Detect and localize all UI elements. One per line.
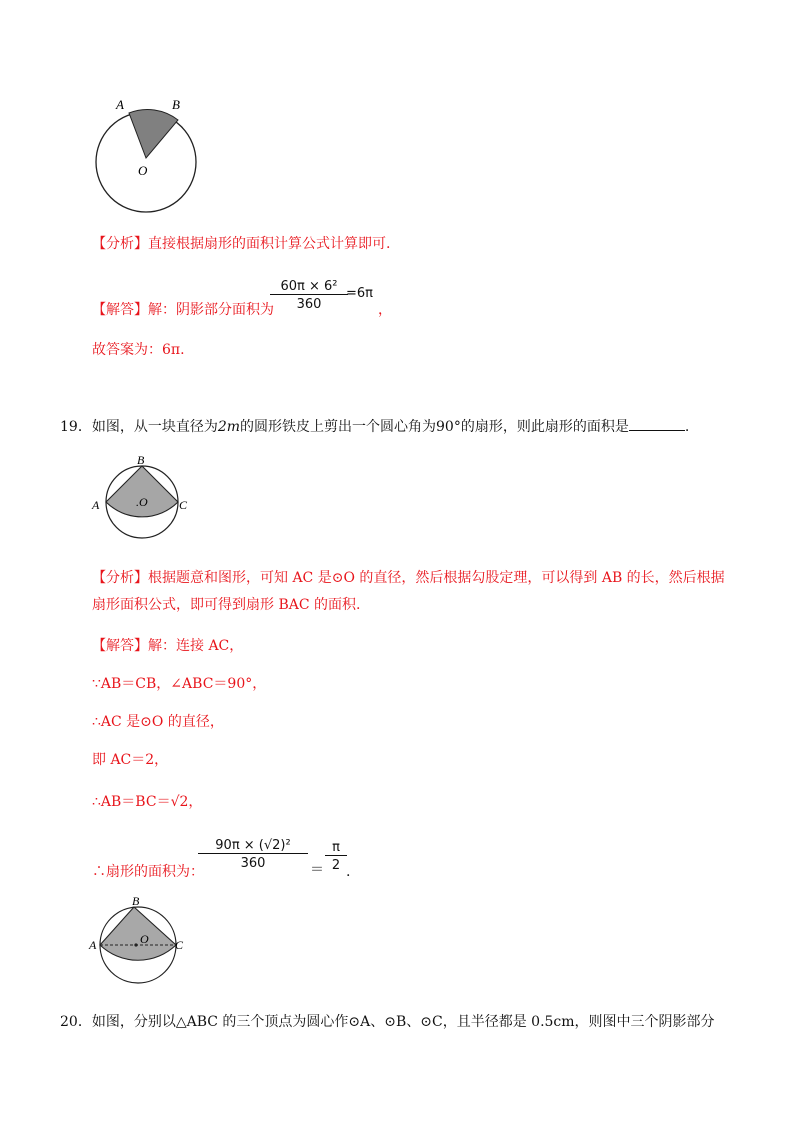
fraction-19-end: . bbox=[346, 864, 351, 880]
question-19: 19．如图，从一块直径为2m的圆形铁皮上剪出一个圆心角为90°的扇形，则此扇形的面积是 . bbox=[60, 416, 689, 437]
figure-sector-aob bbox=[86, 92, 206, 216]
question-number: 20． bbox=[60, 1014, 92, 1030]
fraction-denominator: 360 bbox=[240, 856, 266, 871]
fraction-19 bbox=[198, 838, 308, 871]
figure-sector-bac-dashed bbox=[88, 893, 192, 989]
fraction-18 bbox=[270, 279, 348, 312]
question-number: 19． bbox=[60, 419, 92, 435]
analysis-19-line1: 【分析】根据题意和图形，可知 AC 是⊙O 的直径，然后根据勾股定理，可以得到 AB 的长，然后根据 bbox=[92, 570, 725, 586]
answer-prefix: 解：阴影部分面积为 bbox=[148, 302, 274, 318]
label-a: A bbox=[92, 498, 100, 512]
final-answer-18: 故答案为：6π. bbox=[92, 342, 185, 358]
label-o: O bbox=[138, 163, 148, 178]
label-b: B bbox=[132, 894, 140, 908]
label-b: B bbox=[172, 97, 180, 112]
answer-19-step2: ∵AB＝CB，∠ABC＝90°， bbox=[92, 676, 267, 692]
answer-19-step5: ∴AB＝BC＝√2， bbox=[92, 794, 203, 810]
question-20: 20．如图，分别以△ABC 的三个顶点为圆心作⊙A、⊙B、⊙C，且半径都是 0.5cm，则图中三个阴影部分 bbox=[60, 1014, 715, 1030]
result-numerator: π bbox=[325, 840, 347, 856]
label-c: C bbox=[179, 498, 188, 512]
fraction-18-tail: ， bbox=[378, 302, 392, 318]
label-o: O bbox=[140, 932, 149, 946]
analysis-tag: 【分析】 bbox=[92, 236, 148, 252]
answer-19-step4: 即 AC＝2， bbox=[92, 752, 169, 768]
label-a: A bbox=[89, 938, 97, 952]
label-o: .O bbox=[136, 495, 148, 509]
fraction-19-result bbox=[325, 840, 347, 873]
answer-tag: 【解答】 bbox=[92, 638, 148, 654]
result-denominator: 2 bbox=[331, 858, 341, 873]
answer-19-step1: 【解答】解：连接 AC， bbox=[92, 638, 244, 654]
fraction-19-eq: ＝ bbox=[310, 862, 324, 878]
fraction-18-result: =6π bbox=[346, 286, 373, 301]
answer-blank bbox=[629, 416, 685, 431]
answer-19-step3: ∴AC 是⊙O 的直径， bbox=[92, 714, 224, 730]
analysis-tag: 【分析】 bbox=[92, 570, 148, 586]
fraction-denominator: 360 bbox=[296, 297, 322, 312]
fraction-numerator: 60π × 6² bbox=[270, 279, 348, 295]
answer-18-label bbox=[92, 300, 274, 320]
label-c: C bbox=[175, 938, 184, 952]
fraction-numerator: 90π × (√2)² bbox=[198, 838, 308, 854]
analysis-19-line2: 扇形面积公式，即可得到扇形 BAC 的面积. bbox=[92, 597, 361, 613]
answer-19-step6: ∴扇形的面积为： bbox=[92, 864, 204, 880]
analysis-18 bbox=[92, 234, 390, 254]
label-a: A bbox=[116, 97, 124, 112]
label-b: B bbox=[137, 453, 145, 467]
answer-tag: 【解答】 bbox=[92, 302, 148, 318]
analysis-text: 直接根据扇形的面积计算公式计算即可. bbox=[148, 236, 391, 252]
figure-sector-bac bbox=[90, 452, 194, 546]
